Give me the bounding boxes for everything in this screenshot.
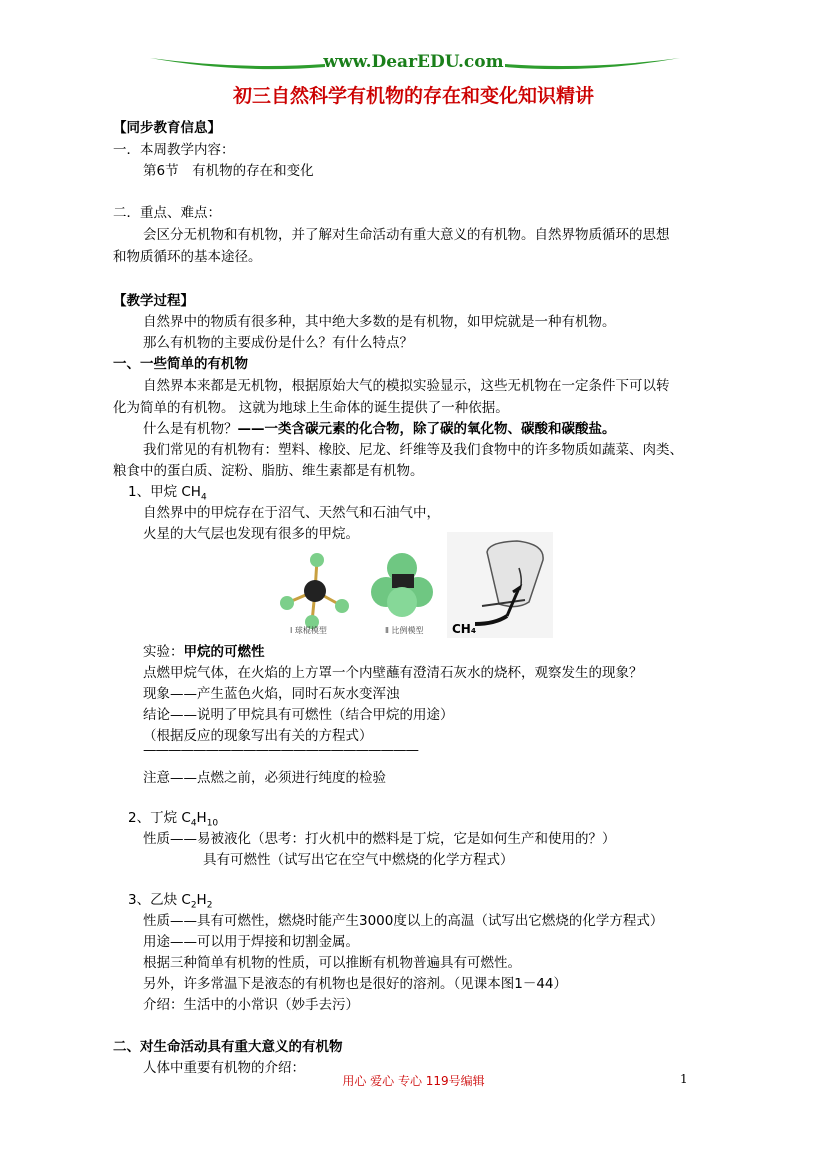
text-line: 我们常见的有机物有：塑料、橡胶、尼龙、纤维等及我们食物中的许多物质如蔬菜、肉类、 (143, 442, 683, 458)
text-line: 根据三种简单有机物的性质，可以推断有机物普遍具有可燃性。 (143, 955, 521, 971)
text-line: 性质——易被液化（思考：打火机中的燃料是丁烷，它是如何生产和使用的？） (143, 831, 616, 847)
section-heading-process: 【教学过程】 (113, 293, 194, 309)
methane-space-filling-model (370, 550, 435, 620)
text-line: 化为简单的有机物。 这就为地球上生命体的诞生提供了一种依据。 (113, 400, 509, 416)
page-title: 初三自然科学有机物的存在和变化知识精讲 (232, 85, 594, 107)
figure-caption-space-filling: Ⅱ 比例模型 (385, 626, 424, 635)
text-line: 自然界本来都是无机物，根据原始大气的模拟实验显示，这些无机物在一定条件下可以转 (143, 378, 670, 394)
text-line: 现象——产生蓝色火焰，同时石灰水变浑浊 (143, 686, 400, 702)
section-heading-1: 一、一些简单的有机物 (113, 356, 248, 372)
site-url: www.DearEDU.com (323, 52, 504, 72)
text-line (143, 417, 616, 437)
ch4-label: CH₄ (452, 622, 477, 636)
definition-text: ——一类含碳元素的化合物，除了碳的氧化物、碳酸和碳酸盐。 (237, 421, 616, 437)
subheading-butane: 2、丁烷 $C_4H_{10}$ (128, 810, 219, 829)
text-line: 具有可燃性（试写出它在空气中燃烧的化学方程式） (203, 852, 514, 868)
text-line: 另外，许多常温下是液态的有机物也是很好的溶剂。（见课本图1－44） (143, 976, 568, 992)
text-line: 用途——可以用于焊接和切割金属。 (143, 934, 359, 950)
text-line: 点燃甲烷气体，在火焰的上方罩一个内壁蘸有澄清石灰水的烧杯，观察发生的现象？ (143, 665, 643, 681)
text-line: 一．本周教学内容： (113, 142, 235, 158)
subheading-acetylene: 3、乙炔 $C_2H_2$ (128, 892, 213, 911)
text-line: 会区分无机物和有机物，并了解对生命活动有重大意义的有机物。自然界物质循环的思想 (143, 227, 670, 243)
text-line: 人体中重要有机物的介绍： (143, 1060, 305, 1076)
text-line: 自然界中的物质有很多种，其中绝大多数的是有机物，如甲烷就是一种有机物。 (143, 314, 616, 330)
text-line: 结论——说明了甲烷具有可燃性（结合甲烷的用途） (143, 707, 454, 723)
figure-caption-ball-stick: Ⅰ 球棍模型 (290, 626, 327, 635)
section-heading-2: 二、对生命活动具有重大意义的有机物 (113, 1039, 343, 1055)
text-line: 注意——点燃之前，必须进行纯度的检验 (143, 770, 386, 786)
text-line: （根据反应的现象写出有关的方程式） (143, 728, 373, 744)
text-line: 介绍：生活中的小常识（妙手去污） (143, 997, 359, 1013)
experiment-title: 实验：甲烷的可燃性 (143, 644, 265, 660)
text-line: 性质——具有可燃性，燃烧时能产生3000度以上的高温（试写出它燃烧的化学方程式） (143, 913, 664, 929)
section-heading-info: 【同步教育信息】 (113, 120, 221, 136)
text-line: 那么有机物的主要成份是什么？有什么特点？ (143, 335, 413, 351)
answer-blank-line: —————————————————————— (143, 742, 418, 758)
page-footer: 用心 爱心 专心 119号编辑 (342, 1074, 485, 1088)
text-line: 和物质循环的基本途径。 (113, 249, 262, 265)
subheading-methane: 1、甲烷 $CH_4$ (128, 484, 207, 503)
text-line: 火星的大气层也发现有很多的甲烷。 (143, 526, 359, 542)
page-number: 1 (680, 1072, 688, 1086)
text-line: 第6节 有机物的存在和变化 (143, 163, 314, 179)
text-line: 自然界中的甲烷存在于沼气、天然气和石油气中， (143, 505, 440, 521)
text-line: 粮食中的蛋白质、淀粉、脂肪、维生素都是有机物。 (113, 463, 424, 479)
text-line: 二．重点、难点： (113, 205, 221, 221)
question-text: 什么是有机物？ (143, 421, 238, 437)
